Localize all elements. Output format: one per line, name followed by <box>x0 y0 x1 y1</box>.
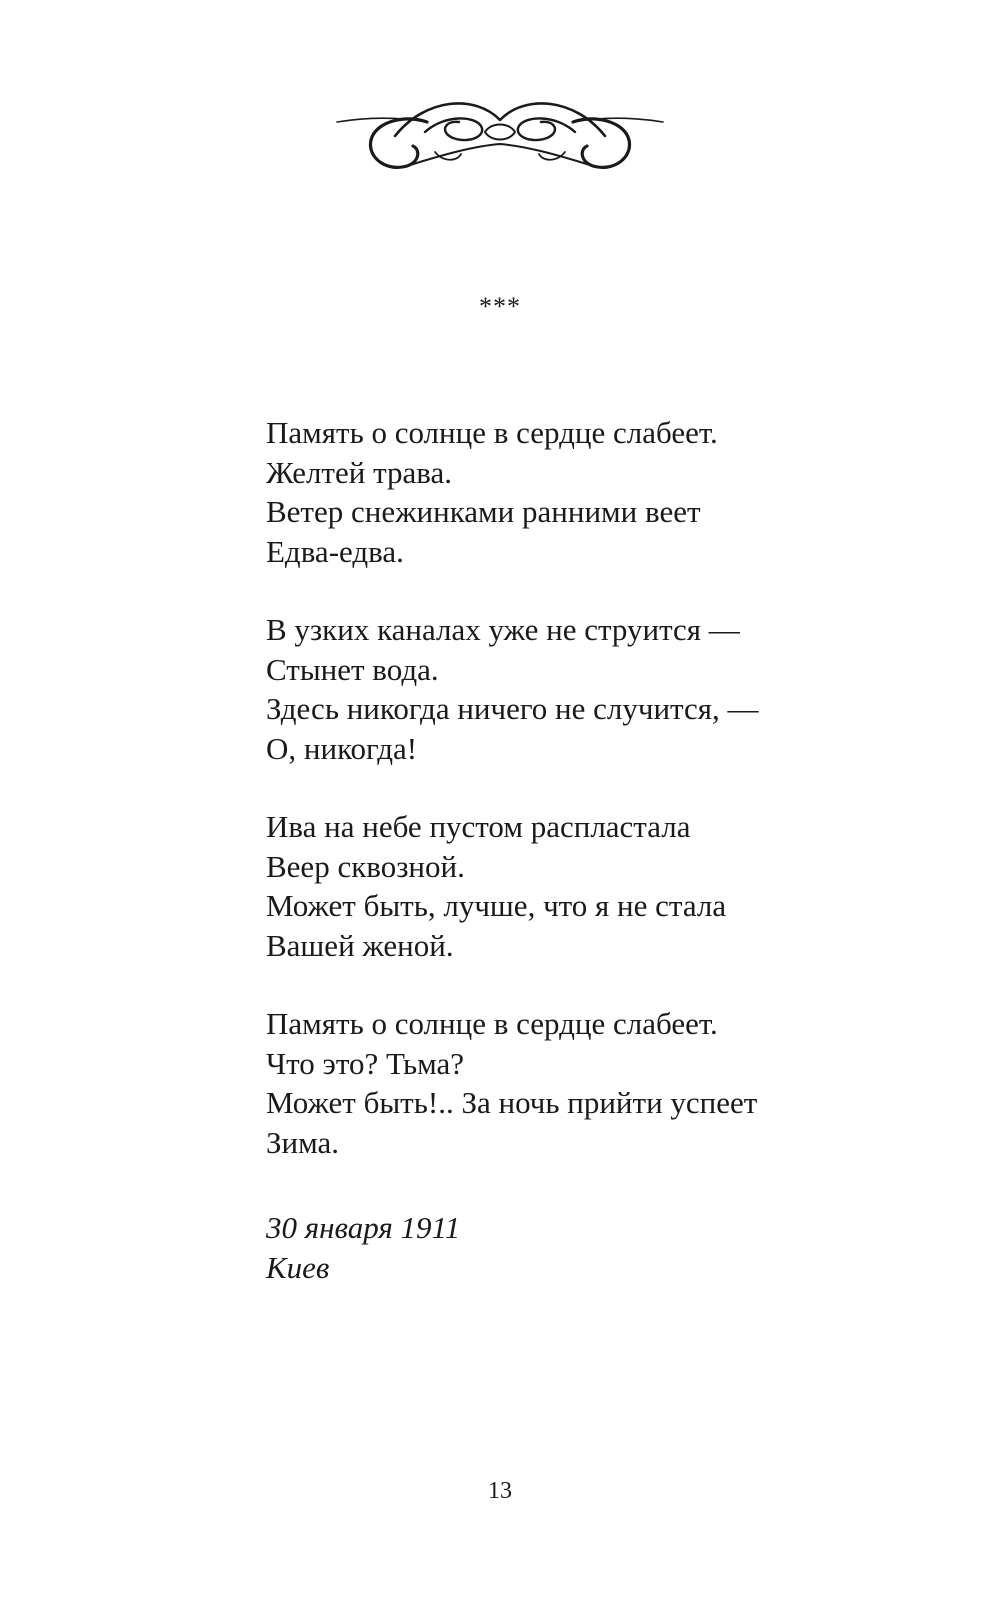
poem-line: Едва-едва. <box>266 533 404 569</box>
poem-line: Вашей женой. <box>266 927 454 963</box>
poem-line: Ива на небе пустом распластала <box>266 809 691 844</box>
stanza <box>266 413 866 571</box>
poem-line: О, никогда! <box>266 730 418 766</box>
poem-line: Что это? Тьма? <box>266 1045 465 1081</box>
poem-line: Стынет вода. <box>266 651 439 687</box>
poem-line: Веер сквозной. <box>266 848 465 884</box>
poem-signature <box>266 1208 460 1288</box>
flourish-ornament-icon <box>335 92 665 182</box>
stanza <box>266 610 866 768</box>
poem-place: Киев <box>266 1250 330 1285</box>
poem-line: Ветер снежинками ранними веет <box>266 494 701 529</box>
poem-line: Здесь никогда ничего не случится, — <box>266 691 759 726</box>
poem-line: Зима. <box>266 1124 340 1160</box>
poem-line: Память о солнце в сердце слабеет. <box>266 1006 718 1041</box>
poem-line: Желтей трава. <box>266 454 452 490</box>
poem-line: Может быть!.. За ночь прийти успеет <box>266 1085 758 1120</box>
stanza <box>266 807 866 965</box>
poem-body <box>266 413 866 1201</box>
poem-line: Может быть, лучше, что я не стала <box>266 888 727 923</box>
poem-line: Память о солнце в сердце слабеет. <box>266 415 718 450</box>
page-number: 13 <box>488 1478 512 1504</box>
section-mark: *** <box>479 292 521 321</box>
stanza <box>266 1004 866 1162</box>
poem-line: В узких каналах уже не струится — <box>266 612 740 647</box>
poem-date: 30 января 1911 <box>266 1210 461 1245</box>
